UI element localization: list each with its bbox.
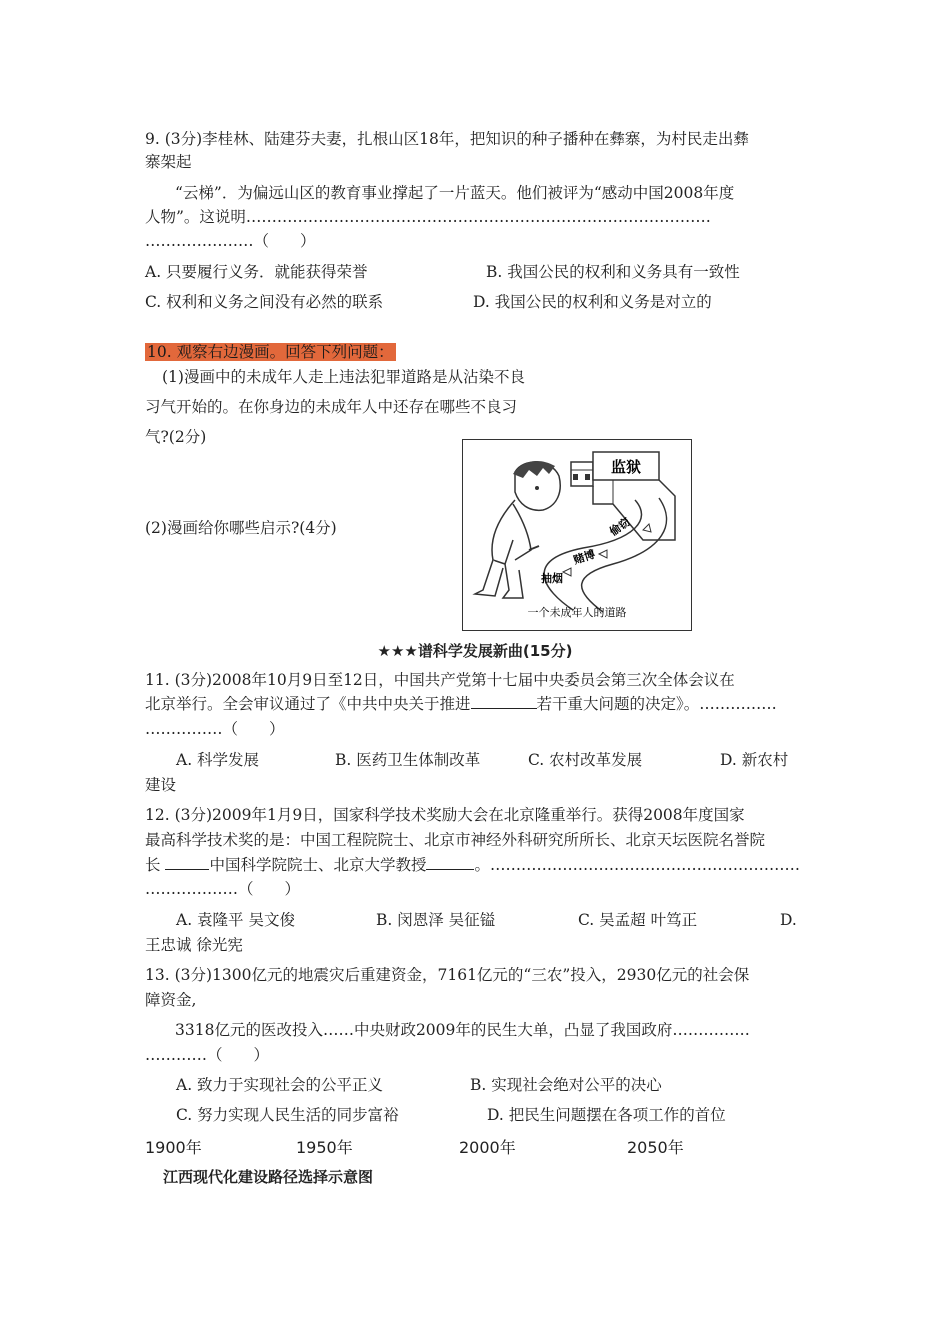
q11-option-d-cont: 建设 [145,776,177,794]
q12-line-1: 12. (3分)2009年1月9日，国家科学技术奖励大会在北京隆重举行。获得2008年度国家 [145,806,745,824]
road-word-smoking: 抽烟 [541,572,563,585]
q13-line-4: …………（ ） [145,1046,270,1064]
road-word-gambling: 赌博 [571,547,597,567]
q12-option-d-cont: 王忠诚 徐光宪 [145,936,243,954]
q9-option-b: B. 我国公民的权利和义务具有一致性 [486,263,740,281]
q12-blank-2 [426,855,474,870]
q11-option-d: D. 新农村 [720,751,789,769]
prison-wall [593,480,675,540]
q11-option-b: B. 医药卫生体制改革 [335,751,481,769]
q13-option-a: A. 致力于实现社会的公平正义 [176,1076,384,1094]
q12-blank-1 [165,855,209,870]
cartoon-drawing [463,440,691,630]
q11-line-1: 11. (3分)2008年10月9日至12日，中国共产党第十七届中央委员会第三次全体会议在 [145,671,735,689]
q13-line-3: 3318亿元的医改投入……中央财政2009年的民生大单，凸显了我国政府…………… [175,1021,750,1039]
diagram-caption: 江西现代化建设路径选择示意图 [163,1168,374,1186]
q12-line-3-mid: 中国科学院院士、北京大学教授 [209,856,427,874]
year-label: 1950年 [296,1138,353,1157]
q11-line-2-start: 北京举行。全会审议通过了《中共中央关于推进 [145,695,471,713]
q11-option-a: A. 科学发展 [176,751,260,769]
q12-option-d: D. [780,911,797,929]
q11-line-3: ……………（ ） [145,720,285,738]
road-word-stealing: 偷窃 [607,515,633,539]
q12-line-3-end: 。…………………………………………………… [474,856,800,874]
year-label: 2050年 [627,1138,684,1157]
figure-leg [475,560,503,596]
cartoon-image [462,439,692,631]
q9-option-c: C. 权利和义务之间没有必然的联系 [145,293,384,311]
q12-line-3 [145,855,800,875]
q9-option-a: A. 只要履行义务．就能获得荣誉 [145,263,368,281]
prison-window [585,474,590,480]
q10-part1-line-2: 习气开始的。在你身边的未成年人中还存在哪些不良习 [145,398,518,416]
q12-line-2: 最高科学技术奖的是：中国工程院院士、北京市神经外科研究所所长、北京天坛医院名誉院 [145,831,766,849]
q11-option-c: C. 农村改革发展 [528,751,643,769]
q10-title-highlight: 10. 观察右边漫画。回答下列问题： [147,343,394,361]
prison-label: 监狱 [610,458,642,476]
q13-line-2: 障资金, [145,991,197,1009]
prison-window [573,474,578,480]
q12-option-c: C. 吴孟超 叶笃正 [578,911,698,929]
figure-body [492,500,515,564]
q12-line-3-start: 长 [145,856,166,874]
q10-part2: (2)漫画给你哪些启示?(4分) [145,519,337,537]
road-arrow [563,568,571,576]
q13-line-1: 13. (3分)1300亿元的地震灾后重建资金，7161亿元的“三农”投入，2930亿元的社会保 [145,966,750,984]
q9-line-2: 寨架起 [145,153,192,171]
q13-option-c: C. 努力实现人民生活的同步富裕 [176,1106,399,1124]
q9-line-5: …………………（ ） [145,232,316,250]
year-label: 1900年 [145,1138,202,1157]
q9-line-4: 人物”。这说明……………………………………………………………………………… [145,208,711,226]
road-arrow [643,524,651,532]
q10-title [145,342,396,362]
q11-line-2-end: 若干重大问题的决定》。…………… [536,695,777,713]
q12-line-4: ………………（ ） [145,880,301,898]
q11-line-2 [145,694,777,714]
q13-option-d: D. 把民生问题摆在各项工作的首位 [487,1106,726,1124]
q9-line-1: 9. (3分)李桂林、陆建芬夫妻，扎根山区18年，把知识的种子播种在彝寨，为村民走出彝 [145,130,749,148]
q11-blank [471,694,537,709]
road-arrow [599,550,607,558]
q9-option-d: D. 我国公民的权利和义务是对立的 [473,293,712,311]
cartoon-caption: 一个未成年人的道路 [527,606,627,619]
q12-option-a: A. 袁隆平 吴文俊 [176,911,295,929]
q12-option-b: B. 闵恩泽 吴征镒 [376,911,496,929]
figure-arm [513,504,531,560]
q10-part1-line-3: 气?(2分) [145,428,207,446]
q13-option-b: B. 实现社会绝对公平的决心 [470,1076,662,1094]
q10-part1-line-1: (1)漫画中的未成年人走上违法犯罪道路是从沾染不良 [162,368,525,386]
figure-eye [535,486,539,490]
figure-leg [503,564,523,598]
q9-line-3: “云梯”．为偏远山区的教育事业撑起了一片蓝天。他们被评为“感动中国2008年度 [175,184,735,202]
year-label: 2000年 [459,1138,516,1157]
section-title: ★★★谱科学发展新曲(15分) [377,642,573,660]
